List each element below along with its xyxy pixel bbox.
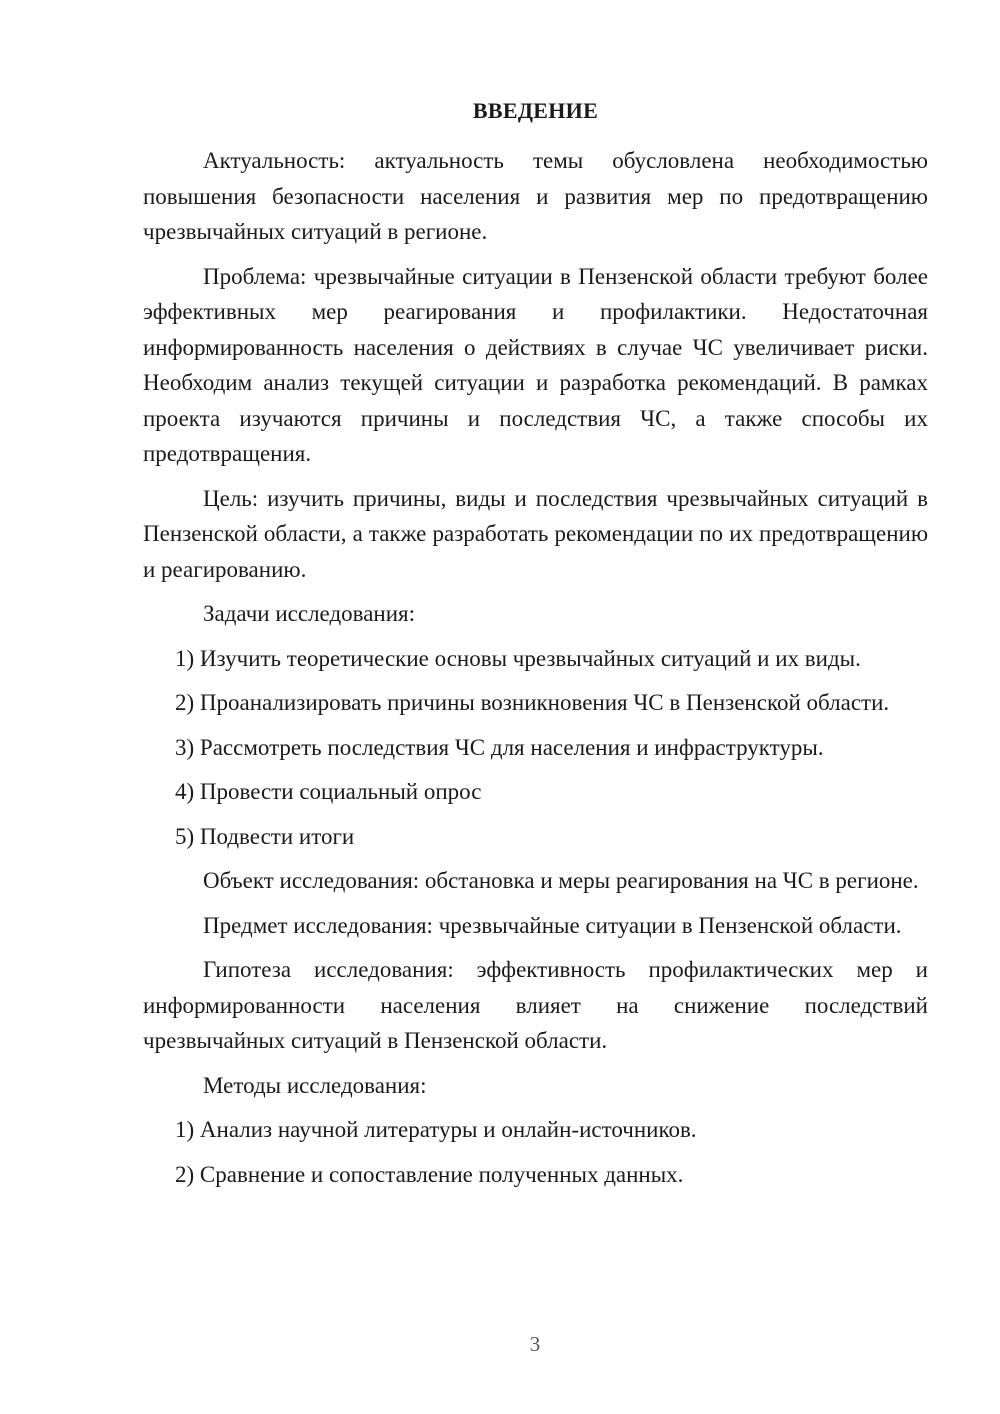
task-item-5: 5) Подвести итоги [175, 823, 355, 849]
paragraph-relevance: Актуальность: актуальность темы обусловлена необходимостью повышения безопасности населения и развития мер по предотвращению чрезвычайных ситуаций в регионе. [143, 148, 928, 244]
paragraph-problem: Проблема: чрезвычайные ситуации в Пензенской области требуют более эффективных мер реагирования и профилактики. Недостаточная информированность населения о действиях в случае ЧС увеличивает риски. Необходим анализ текущей ситуации и разработка рекомендаций. В рамках проекта изучаются причины и последствия ЧС, а также способы их предотвращения. [143, 263, 928, 466]
task-item-2: 2) Проанализировать причины возникновения ЧС в Пензенской области. [175, 690, 890, 715]
document-page [143, 93, 928, 1201]
paragraph-object: Объект исследования: обстановка и меры реагирования на ЧС в регионе. [203, 868, 919, 893]
task-item-3: 3) Рассмотреть последствия ЧС для населения и инфраструктуры. [175, 734, 824, 760]
paragraph-tasks-heading: Задачи исследования: [203, 601, 416, 626]
paragraph-subject: Предмет исследования: чрезвычайные ситуации в Пензенской области. [203, 912, 902, 938]
section-title: ВВЕДЕНИЕ [472, 98, 599, 123]
paragraph-goal: Цель: изучить причины, виды и последствия чрезвычайных ситуаций в Пензенской области, а также разработать рекомендации по их предотвращению и реагированию. [143, 485, 928, 582]
task-item-1: 1) Изучить теоретические основы чрезвычайных ситуаций и их виды. [175, 645, 861, 671]
task-item-4: 4) Провести социальный опрос [175, 779, 482, 804]
method-item-2: 2) Сравнение и сопоставление полученных данных. [175, 1161, 684, 1187]
page-number: 3 [529, 1332, 541, 1356]
method-item-1: 1) Анализ научной литературы и онлайн-источников. [175, 1117, 697, 1142]
paragraph-methods-heading: Методы исследования: [203, 1072, 427, 1098]
paragraph-hypothesis: Гипотеза исследования: эффективность профилактических мер и информированности населения влияет на снижение последствий чрезвычайных ситуаций в Пензенской области. [143, 957, 928, 1053]
